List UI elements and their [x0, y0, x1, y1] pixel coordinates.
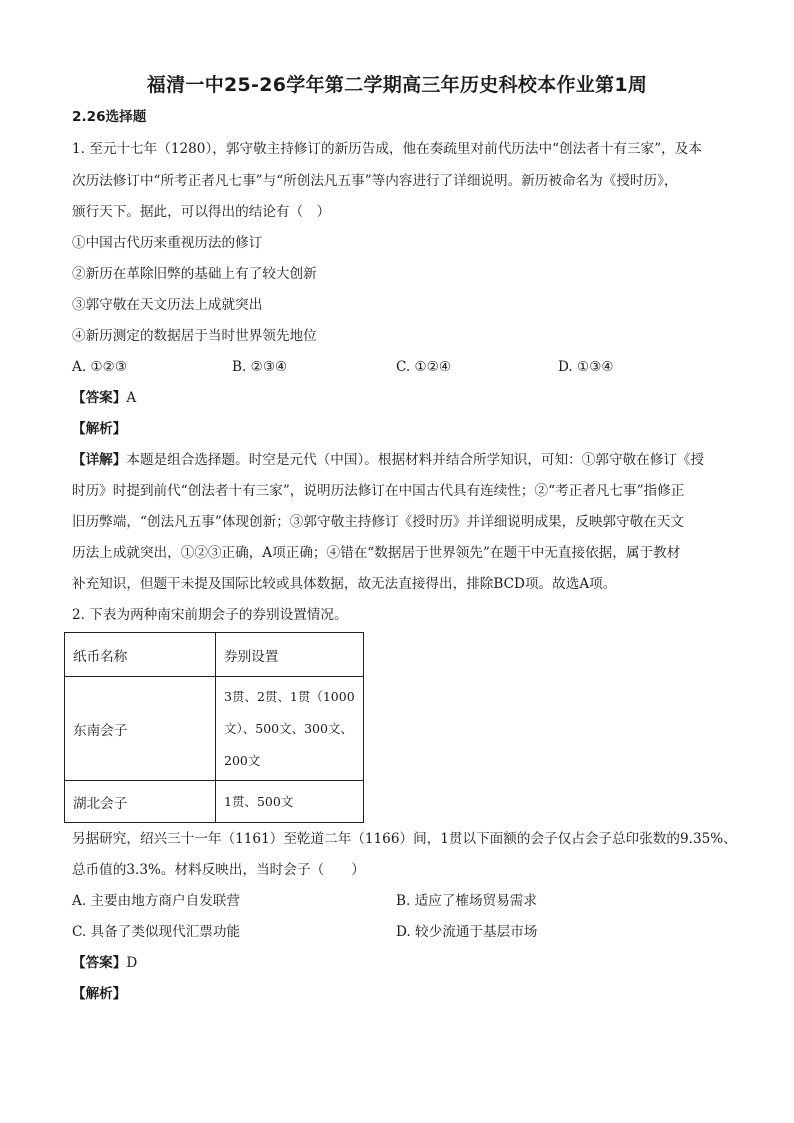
- denomination-line: 1贯、500文: [224, 793, 294, 809]
- answer-value: D: [126, 955, 138, 971]
- q2-analysis-label: 【解析】: [72, 986, 127, 1002]
- answer-label: 【答案】: [72, 390, 127, 406]
- denomination-line: 3贯、2贯、1贯（1000: [224, 688, 355, 704]
- table-header-row: [65, 633, 364, 677]
- detail-text: 本题是组合选择题。时空是元代（中国）。根据材料并结合所学知识，可知：①郭守敬在修订《授: [126, 452, 705, 468]
- q2-answer: [72, 954, 137, 972]
- q1-statement: ③郭守敬在天文历法上成就突出: [72, 297, 263, 313]
- q1-answer: [72, 389, 136, 407]
- q1-detail-line: [72, 451, 704, 469]
- denomination-line: 文）、500文、300文、: [224, 720, 353, 736]
- q1-detail-line: 补充知识，但题干未提及国际比较或具体数据，故无法直接得出，排除BCD项。故选A项。: [72, 576, 617, 592]
- table-header-cell: 纸币名称: [65, 633, 216, 677]
- q1-statement: ①中国古代历来重视历法的修订: [72, 235, 263, 251]
- q1-analysis-label: 【解析】: [72, 421, 127, 437]
- table-cell-denominations: [216, 677, 364, 781]
- denomination-line: 200文: [224, 752, 261, 768]
- q1-detail-line: 历法上成就突出，①②③正确，A项正确；④错在“数据居于世界领先”在题干中无直接依据，属于教材: [72, 545, 681, 561]
- q2-option-b: B. 适应了榷场贸易需求: [396, 893, 537, 909]
- table-row: [65, 781, 364, 823]
- q1-statement: ②新历在革除旧弊的基础上有了较大创新: [72, 266, 317, 282]
- page-title: 福清一中25-26学年第二学期高三年历史科校本作业第1周: [146, 74, 648, 96]
- answer-label: 【答案】: [72, 955, 127, 971]
- q1-stem-line: 次历法修订中“所考正者凡七事”与“所创法凡五事”等内容进行了详细说明。新历被命名为《授时历》，: [72, 173, 678, 189]
- q1-detail-line: 旧历弊端，“创法凡五事”体现创新；③郭守敬主持修订《授时历》并详细说明成果，反映郭守敬在天文: [72, 514, 685, 530]
- q1-statement: ④新历测定的数据居于当时世界领先地位: [72, 328, 317, 344]
- q1-option-c: C. ①②④: [396, 359, 452, 375]
- table-cell-denominations: [216, 781, 364, 823]
- table-header-cell: 券别设置: [216, 633, 364, 677]
- table-cell-name: 湖北会子: [65, 781, 216, 823]
- currency-table: [64, 632, 364, 823]
- q1-option-d: D. ①③④: [558, 359, 614, 375]
- q2-option-c: C. 具备了类似现代汇票功能: [72, 924, 241, 940]
- detail-label: 【详解】: [72, 452, 127, 468]
- q1-option-b: B. ②③④: [232, 359, 288, 375]
- q2-option-d: D. 较少流通于基层市场: [396, 924, 538, 940]
- q2-stem: 2. 下表为两种南宋前期会子的券别设置情况。: [72, 607, 348, 623]
- q1-option-a: A. ①②③: [72, 359, 128, 375]
- answer-value: A: [126, 390, 137, 406]
- table-row: [65, 677, 364, 781]
- q2-context-line: 另据研究，绍兴三十一年（1161）至乾道二年（1166）间，1贯以下面额的会子仅占会子总印张数的9.35%、: [72, 831, 737, 847]
- q1-detail-line: 时历》时提到前代“创法者十有三家”，说明历法修订在中国古代具有连续性；②“考正者凡七事”指修正: [72, 483, 685, 499]
- q2-option-a: A. 主要由地方商户自发联营: [72, 893, 240, 909]
- table-cell-name: 东南会子: [65, 677, 216, 781]
- q1-stem-line: 颁行天下。据此，可以得出的结论有（ ）: [72, 204, 331, 220]
- section-heading: 2.26选择题: [72, 109, 147, 125]
- q2-context-line: 总币值的3.3%。材料反映出，当时会子（ ）: [72, 862, 365, 878]
- q1-stem-line: 1. 至元十七年（1280），郭守敬主持修订的新历告成，他在奏疏里对前代历法中“创法者十有三家”，及本: [72, 141, 702, 157]
